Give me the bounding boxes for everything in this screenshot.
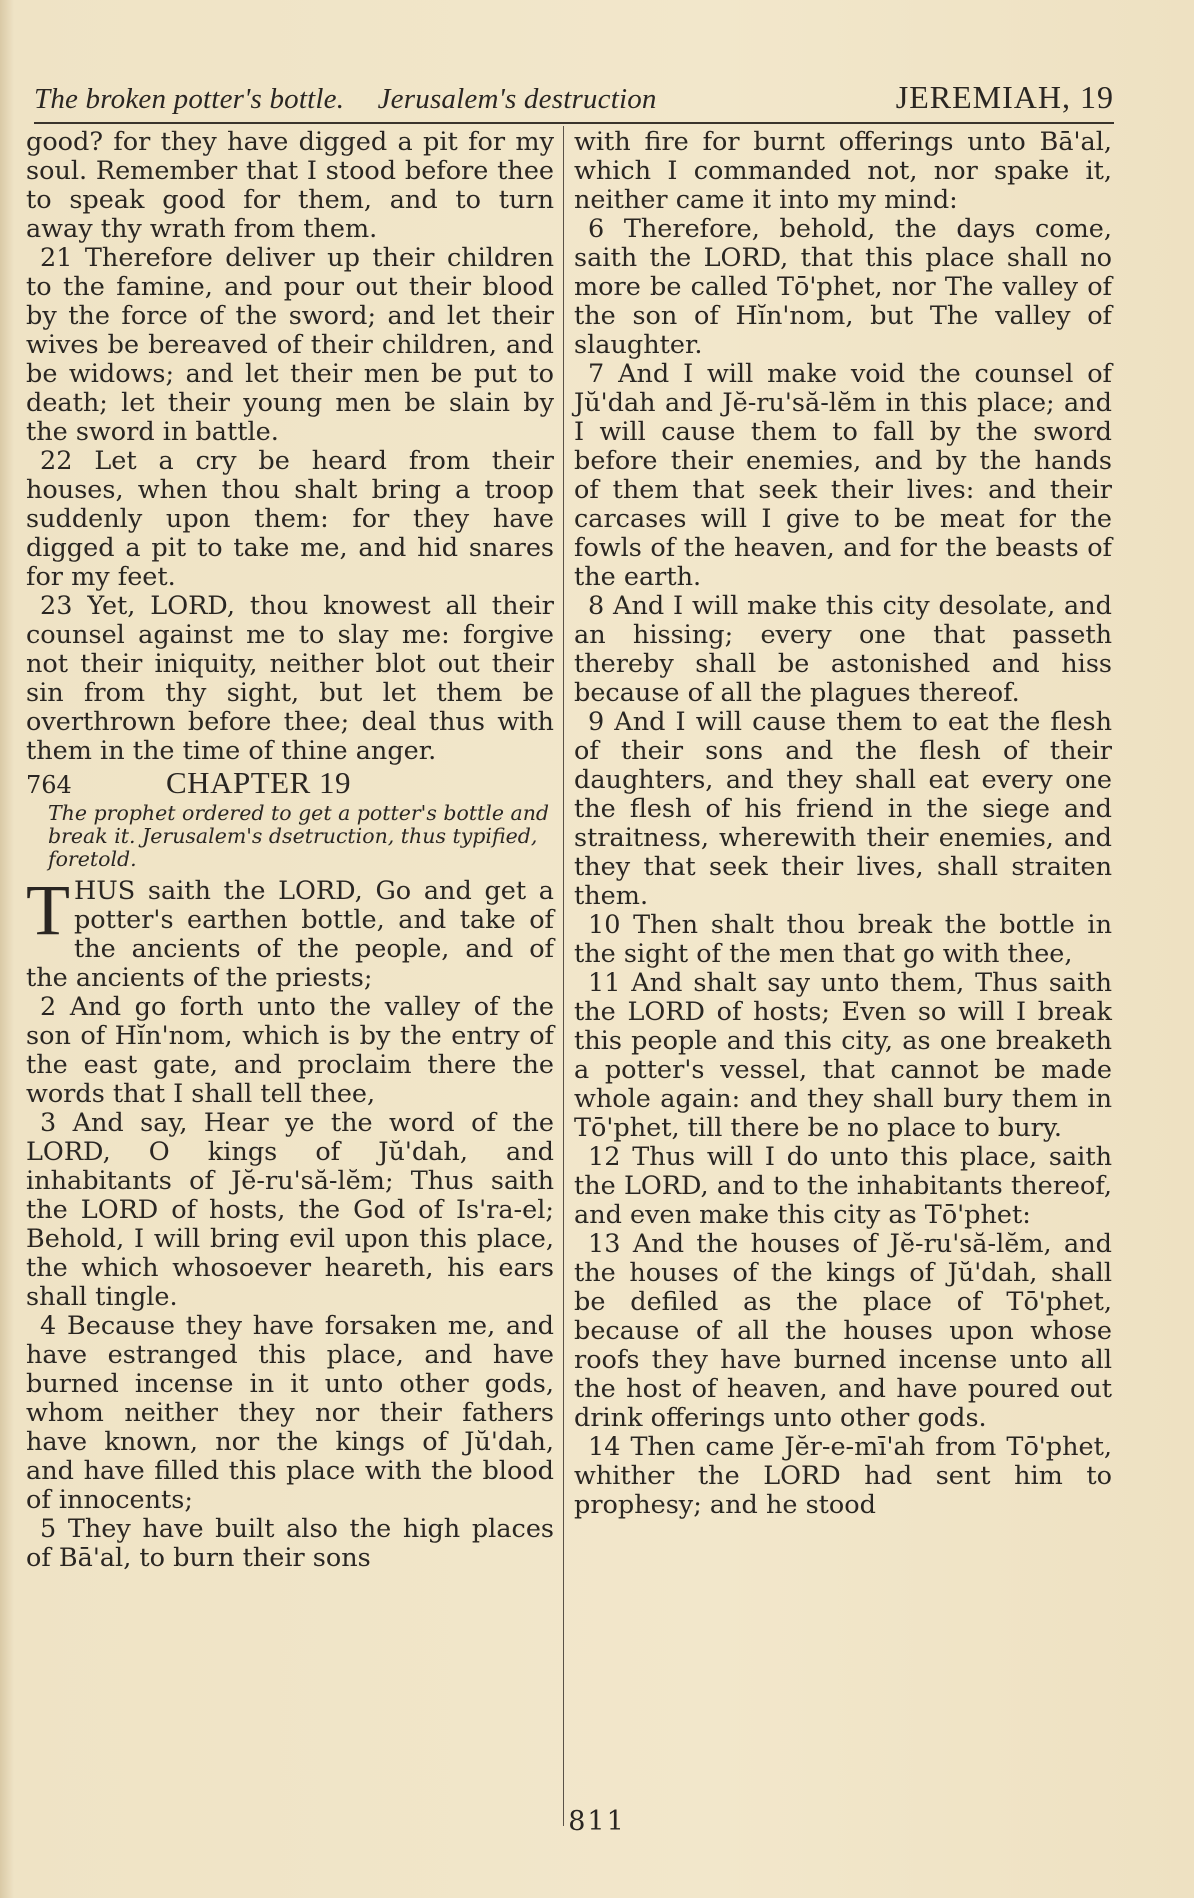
running-header (34, 68, 1114, 124)
chapter-summary: The prophet ordered to get a potter's bottle and break it. Jerusalem's dsetruction, thus typified, foretold. (48, 801, 550, 871)
left-column (26, 128, 554, 1573)
verse-text: 14 Then came Jĕr-e-mī'ah from Tō'phet, whither the LORD had sent him to prophesy; and he stood (574, 1432, 1112, 1520)
verse-text: 4 Because they have forsaken me, and have estranged this place, and have burned incense in it unto other gods, whom neither they nor their fathers have known, nor the kings of Jŭ'dah, and have filled this place with the blood of innocents; (26, 1311, 554, 1515)
verse-text: 6 Therefore, behold, the days come, saith the LORD, that this place shall no more be called Tō'phet, nor The valley of the son of Hĭn'nom, but The valley of slaughter. (574, 214, 1112, 360)
verse-text: HUS saith the LORD, Go and get a potter's earthen bottle, and take of the ancients of the people, and of the ancients of the priests; (26, 876, 554, 993)
verse-text: 9 And I will cause them to eat the flesh of their sons and the flesh of their daughters, and they shall eat every one the flesh of his friend in the siege and straitness, wherewith their enemies, and they that seek their lives, shall straiten them. (574, 707, 1112, 911)
header-topic-2: Jerusalem's destruction (377, 83, 657, 115)
chapter-reference: 764 (26, 771, 72, 799)
verse-text: 10 Then shalt thou break the bottle in the sight of the men that go with thee, (574, 910, 1112, 969)
verse-text: 12 Thus will I do unto this place, saith the LORD, and to the inhabitants thereof, and even make this city as Tō'phet: (574, 1142, 1112, 1230)
chapter-heading (26, 765, 554, 800)
verse-text: 13 And the houses of Jĕ-ru'să-lĕm, and the houses of the kings of Jŭ'dah, shall be defiled as the place of Tō'phet, because of all the houses upon whose roofs they have burned incense unto all the host of heaven, and have poured out drink offerings unto other gods. (574, 1229, 1112, 1433)
verse-text: with fire for burnt offerings unto Bā'al, which I commanded not, nor spake it, neither came it into my mind: (574, 127, 1112, 215)
verse-text: 3 And say, Hear ye the word of the LORD, O kings of Jŭ'dah, and inhabitants of Jĕ-ru'să-lĕm; Thus saith the LORD of hosts, the God of Is'ra-el; Behold, I will bring evil upon this place, the which whosoever heareth, his ears shall tingle. (26, 1108, 554, 1312)
verse-text: 8 And I will make this city desolate, and an hissing; every one that passeth thereby shall be astonished and hiss because of all the plagues thereof. (574, 591, 1112, 708)
verse-text: 7 And I will make void the counsel of Jŭ'dah and Jĕ-ru'să-lĕm in this place; and I will cause them to fall by the sword before their enemies, and by the hands of them that seek their lives: and their carcases will I give to be meat for the fowls of the heaven, and for the beasts of the earth. (574, 359, 1112, 592)
page-number: 811 (568, 1806, 626, 1837)
verse-text: 2 And go forth unto the valley of the son of Hĭn'nom, which is by the entry of the east gate, and proclaim there the words that I shall tell thee, (26, 992, 554, 1109)
chapter-opening (26, 870, 554, 993)
header-book-chapter: JEREMIAH, 19 (895, 79, 1114, 115)
verse-text: 23 Yet, LORD, thou knowest all their counsel against me to slay me: forgive not their iniquity, neither blot out their sin from thy sight, but let them be overthrown before thee; deal thus with them in the time of thine anger. (26, 591, 554, 766)
right-column (574, 128, 1112, 1520)
verse-text: 21 Therefore deliver up their children to the famine, and pour out their blood by the force of the sword; and let their wives be bereaved of their children, and be widows; and let their men be put to death; let their young men be slain by the sword in battle. (26, 243, 554, 447)
header-left (34, 83, 683, 116)
verse-text: 11 And shalt say unto them, Thus saith the LORD of hosts; Even so will I break this people and this city, as one breaketh a potter's vessel, that cannot be made whole again: and they shall bury them in Tō'phet, till there be no place to bury. (574, 968, 1112, 1143)
verse-text: 5 They have built also the high places of Bā'al, to burn their sons (26, 1514, 554, 1573)
verse-text: 22 Let a cry be heard from their houses, when thou shalt bring a troop suddenly upon them: for they have digged a pit to take me, and hid snares for my feet. (26, 446, 554, 592)
chapter-title: CHAPTER 19 (166, 765, 351, 800)
header-topic-1: The broken potter's bottle. (34, 83, 345, 115)
column-divider (563, 126, 564, 1826)
verse-text: good? for they have digged a pit for my soul. Remember that I stood before thee to speak good for them, and to turn away thy wrath from them. (26, 127, 554, 244)
drop-cap: T (26, 870, 70, 950)
